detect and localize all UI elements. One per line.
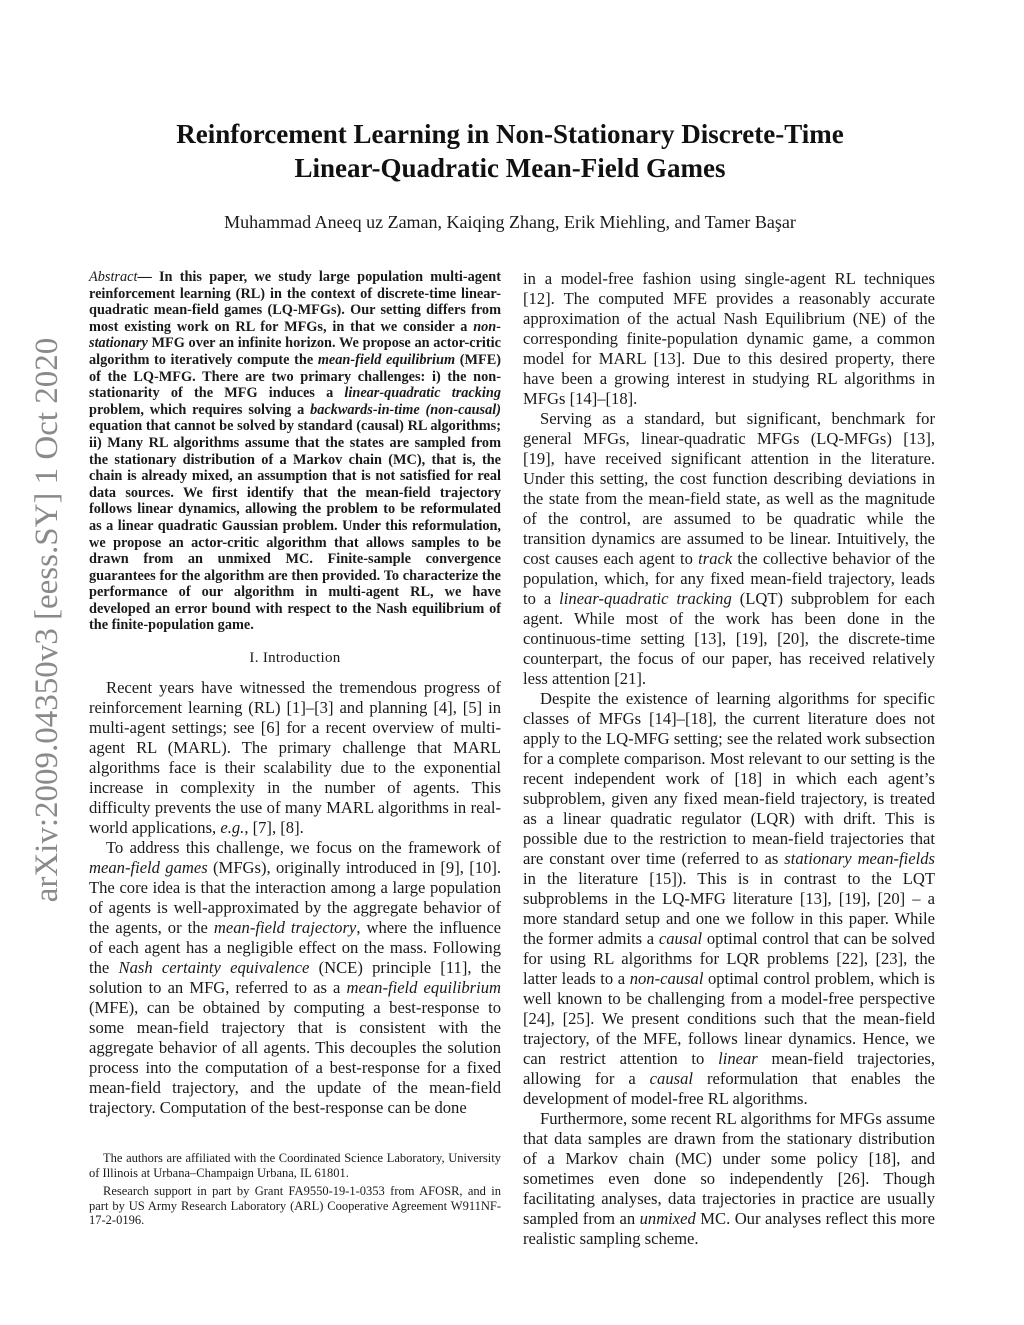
abstract-emphasis: linear-quadratic tracking xyxy=(344,385,501,402)
footnote-funding: Research support in part by Grant FA9550-19-1-0353 from AFOSR, and in part by US Army Research Laboratory (ARL) Cooperative Agreement W911NF-17-2-0196. xyxy=(89,1184,501,1227)
footnote-affiliation: The authors are affiliated with the Coordinated Science Laboratory, University of Illinois at Urbana–Champaign Urbana, IL 61801. xyxy=(89,1151,501,1180)
paragraph-text: the collective behavior of the population, which, for any fixed mean-field trajectory, leads to a xyxy=(523,549,935,608)
paragraph-emphasis: track xyxy=(698,549,733,568)
paragraph-text: Recent years have witnessed the tremendous progress of reinforcement learning (RL) [1]–[3] and planning [4], [5] in multi-agent settings; see [6] for a recent overview of multi-agent RL (MARL). The primary challenge that MARL algorithms face is their scalability due to the exponential increase in complexity in the number of agents. This difficulty prevents the use of many MARL algorithms in real-world applications, xyxy=(89,678,501,838)
paragraph-text: optimal control problem, which is well known to be challenging from a model-free perspective [24], [25]. We present conditions such that the mean-field trajectory, of the MFE, follows linear dynamics. Hence, we can restrict attention to xyxy=(523,969,935,1068)
abstract-text: (MFE) of the LQ-MFG. There are two primary challenges: i) the non-stationarity of the MFG induces a xyxy=(89,351,502,402)
intro-paragraph-4 xyxy=(523,409,935,689)
abstract-text: — In this paper, we study large population multi-agent reinforcement learning (RL) in the context of discrete-time linear-quadratic mean-field games (LQ-MFGs). Our setting differs from most existing work on RL for MFGs, in that we consider a xyxy=(89,269,501,335)
abstract-emphasis: backwards-in-time (non-causal) xyxy=(310,401,501,418)
paragraph-text: optimal control that can be solved for using RL algorithms for LQR problems [22], [23], the latter leads to a xyxy=(523,929,935,988)
paragraph-text: mean-field trajectories, allowing for a xyxy=(523,1049,935,1088)
left-column xyxy=(89,269,501,1118)
paragraph-text: in the literature [15]). This is in contrast to the LQT subproblems in the LQ-MFG literature [13], [19], [20] – a more standard setup and one we follow in this paper. While the former admits a xyxy=(523,869,935,948)
paragraph-emphasis: unmixed xyxy=(639,1209,696,1228)
paragraph-emphasis: Nash certainty equivalence xyxy=(118,958,310,978)
paragraph-text: Serving as a standard, but significant, benchmark for general MFGs, linear-quadratic MFGs (LQ-MFGs) [13], [19], have received significant attention in the literature. Under this setting, the cost function describing deviations in the state from the mean-field state, as well as the magnitude of the control, are assumed to be quadratic while the transition dynamics are assumed to be linear. Intuitively, the cost causes each agent to xyxy=(523,409,935,568)
section-heading-introduction xyxy=(89,648,501,668)
paragraph-text: MC. Our analyses reflect this more realistic sampling scheme. xyxy=(523,1209,935,1248)
intro-paragraph-5 xyxy=(523,689,935,1109)
abstract-label: Abstract xyxy=(89,269,138,285)
paragraph-text: (MFE), can be obtained by computing a best-response to some mean-field trajectory that is consistent with the aggregate behavior of all agents. This decouples the solution process into the computation of a best-response for a fixed mean-field trajectory, and the update of the mean-field trajectory. Computation of the best-response can be done xyxy=(89,998,501,1118)
paragraph-emphasis: linear-quadratic tracking xyxy=(559,589,732,608)
paper-title xyxy=(110,117,910,185)
paragraph-emphasis: causal xyxy=(649,1069,693,1088)
section-numeral: I. xyxy=(249,650,259,667)
abstract-emphasis: mean-field equilibrium xyxy=(317,351,456,368)
intro-paragraph-2 xyxy=(89,838,501,1118)
paragraph-text: (LQT) subproblem for each agent. While most of the work has been done in the continuous-time setting [13], [19], [20], the discrete-time counterpart, the focus of our paper, has received relatively less attention [21]. xyxy=(523,589,935,688)
abstract-text: equation that cannot be solved by standard (causal) RL algorithms; ii) Many RL algorithms assume that the states are sampled from the stationary distribution of a Markov chain (MC), that is, the chain is already mixed, an assumption that is not satisfied for real data sources. We first identify that the mean-field trajectory follows linear dynamics, allowing the problem to be reformulated as a linear quadratic Gaussian problem. Under this reformulation, we propose an actor-critic algorithm that allows samples to be drawn from an unmixed MC. Finite-sample convergence guarantees for the algorithm are then provided. To characterize the performance of our algorithm in multi-agent RL, we have developed an error bound with respect to the Nash equilibrium of the finite-population game. xyxy=(89,418,501,634)
paragraph-emphasis: e.g. xyxy=(220,818,245,838)
intro-paragraph-3: in a model-free fashion using single-agent RL techniques [12]. The computed MFE provides a reasonably accurate approximation of the actual Nash Equilibrium (NE) of the corresponding finite-population dynamic game, a common model for MARL [13]. Due to this desired property, there have been a growing interest in studying RL algorithms in MFGs [14]–[18]. xyxy=(523,269,935,408)
paragraph-emphasis: mean-field games xyxy=(89,858,208,878)
abstract-text: problem, which requires solving a xyxy=(89,401,311,418)
paragraph-emphasis: stationary mean-fields xyxy=(784,849,935,868)
title-line-2: Linear-Quadratic Mean-Field Games xyxy=(294,153,726,183)
right-column xyxy=(523,269,935,1249)
author-list: Muhammad Aneeq uz Zaman, Kaiqing Zhang, Erik Miehling, and Tamer Başar xyxy=(224,212,796,232)
paragraph-text: Furthermore, some recent RL algorithms for MFGs assume that data samples are drawn from the stationary distribution of a Markov chain (MC) under some policy [18], and sometimes even done so independently [26]. Though facilitating analyses, data trajectories in practice are usually sampled from an xyxy=(523,1109,935,1228)
title-line-1: Reinforcement Learning in Non-Stationary Discrete-Time xyxy=(176,119,844,149)
paragraph-text: , [7], [8]. xyxy=(244,818,304,838)
intro-paragraph-6 xyxy=(523,1109,935,1249)
abstract-emphasis: non-stationary xyxy=(89,318,501,352)
section-title: Introduction xyxy=(262,650,341,667)
paragraph-text: reformulation that enables the development of model-free RL algorithms. xyxy=(523,1069,935,1108)
paragraph-emphasis: mean-field trajectory xyxy=(213,918,357,938)
paragraph-text: , where the influence of each agent has a negligible effect on the mass. Following the xyxy=(89,918,501,978)
intro-paragraph-1 xyxy=(89,678,501,838)
paragraph-emphasis: mean-field equilibrium xyxy=(346,978,501,998)
paragraph-text: To address this challenge, we focus on the framework of xyxy=(106,838,501,858)
footnotes xyxy=(89,1151,501,1232)
paragraph-text: (MFGs), originally introduced in [9], [10]. The core idea is that the interaction among a large population of agents is well-approximated by the aggregate behavior of the agents, or the xyxy=(89,858,501,938)
paragraph-text: Despite the existence of learning algorithms for specific classes of MFGs [14]–[18], the current literature does not apply to the LQ-MFG setting; see the related work subsection for a complete comparison. Most relevant to our setting is the recent independent work of [18] in which each agent’s subproblem, given any fixed mean-field trajectory, is treated as a linear quadratic regulator (LQR) with drift. This is possible due to the restriction to mean-field trajectories that are constant over time (referred to as xyxy=(523,689,935,868)
paragraph-emphasis: linear xyxy=(718,1049,758,1068)
paragraph-emphasis: non-causal xyxy=(629,969,704,988)
arxiv-identifier: arXiv:2009.04350v3 [eess.SY] 1 Oct 2020 xyxy=(29,337,65,903)
paragraph-text: (NCE) principle [11], the solution to an MFG, referred to as a xyxy=(89,958,502,998)
arxiv-side-stamp xyxy=(22,320,72,920)
abstract-text: MFG over an infinite horizon. We propose an actor-critic algorithm to iteratively compute the xyxy=(89,335,501,368)
abstract xyxy=(89,269,501,634)
paragraph-emphasis: causal xyxy=(658,929,703,948)
